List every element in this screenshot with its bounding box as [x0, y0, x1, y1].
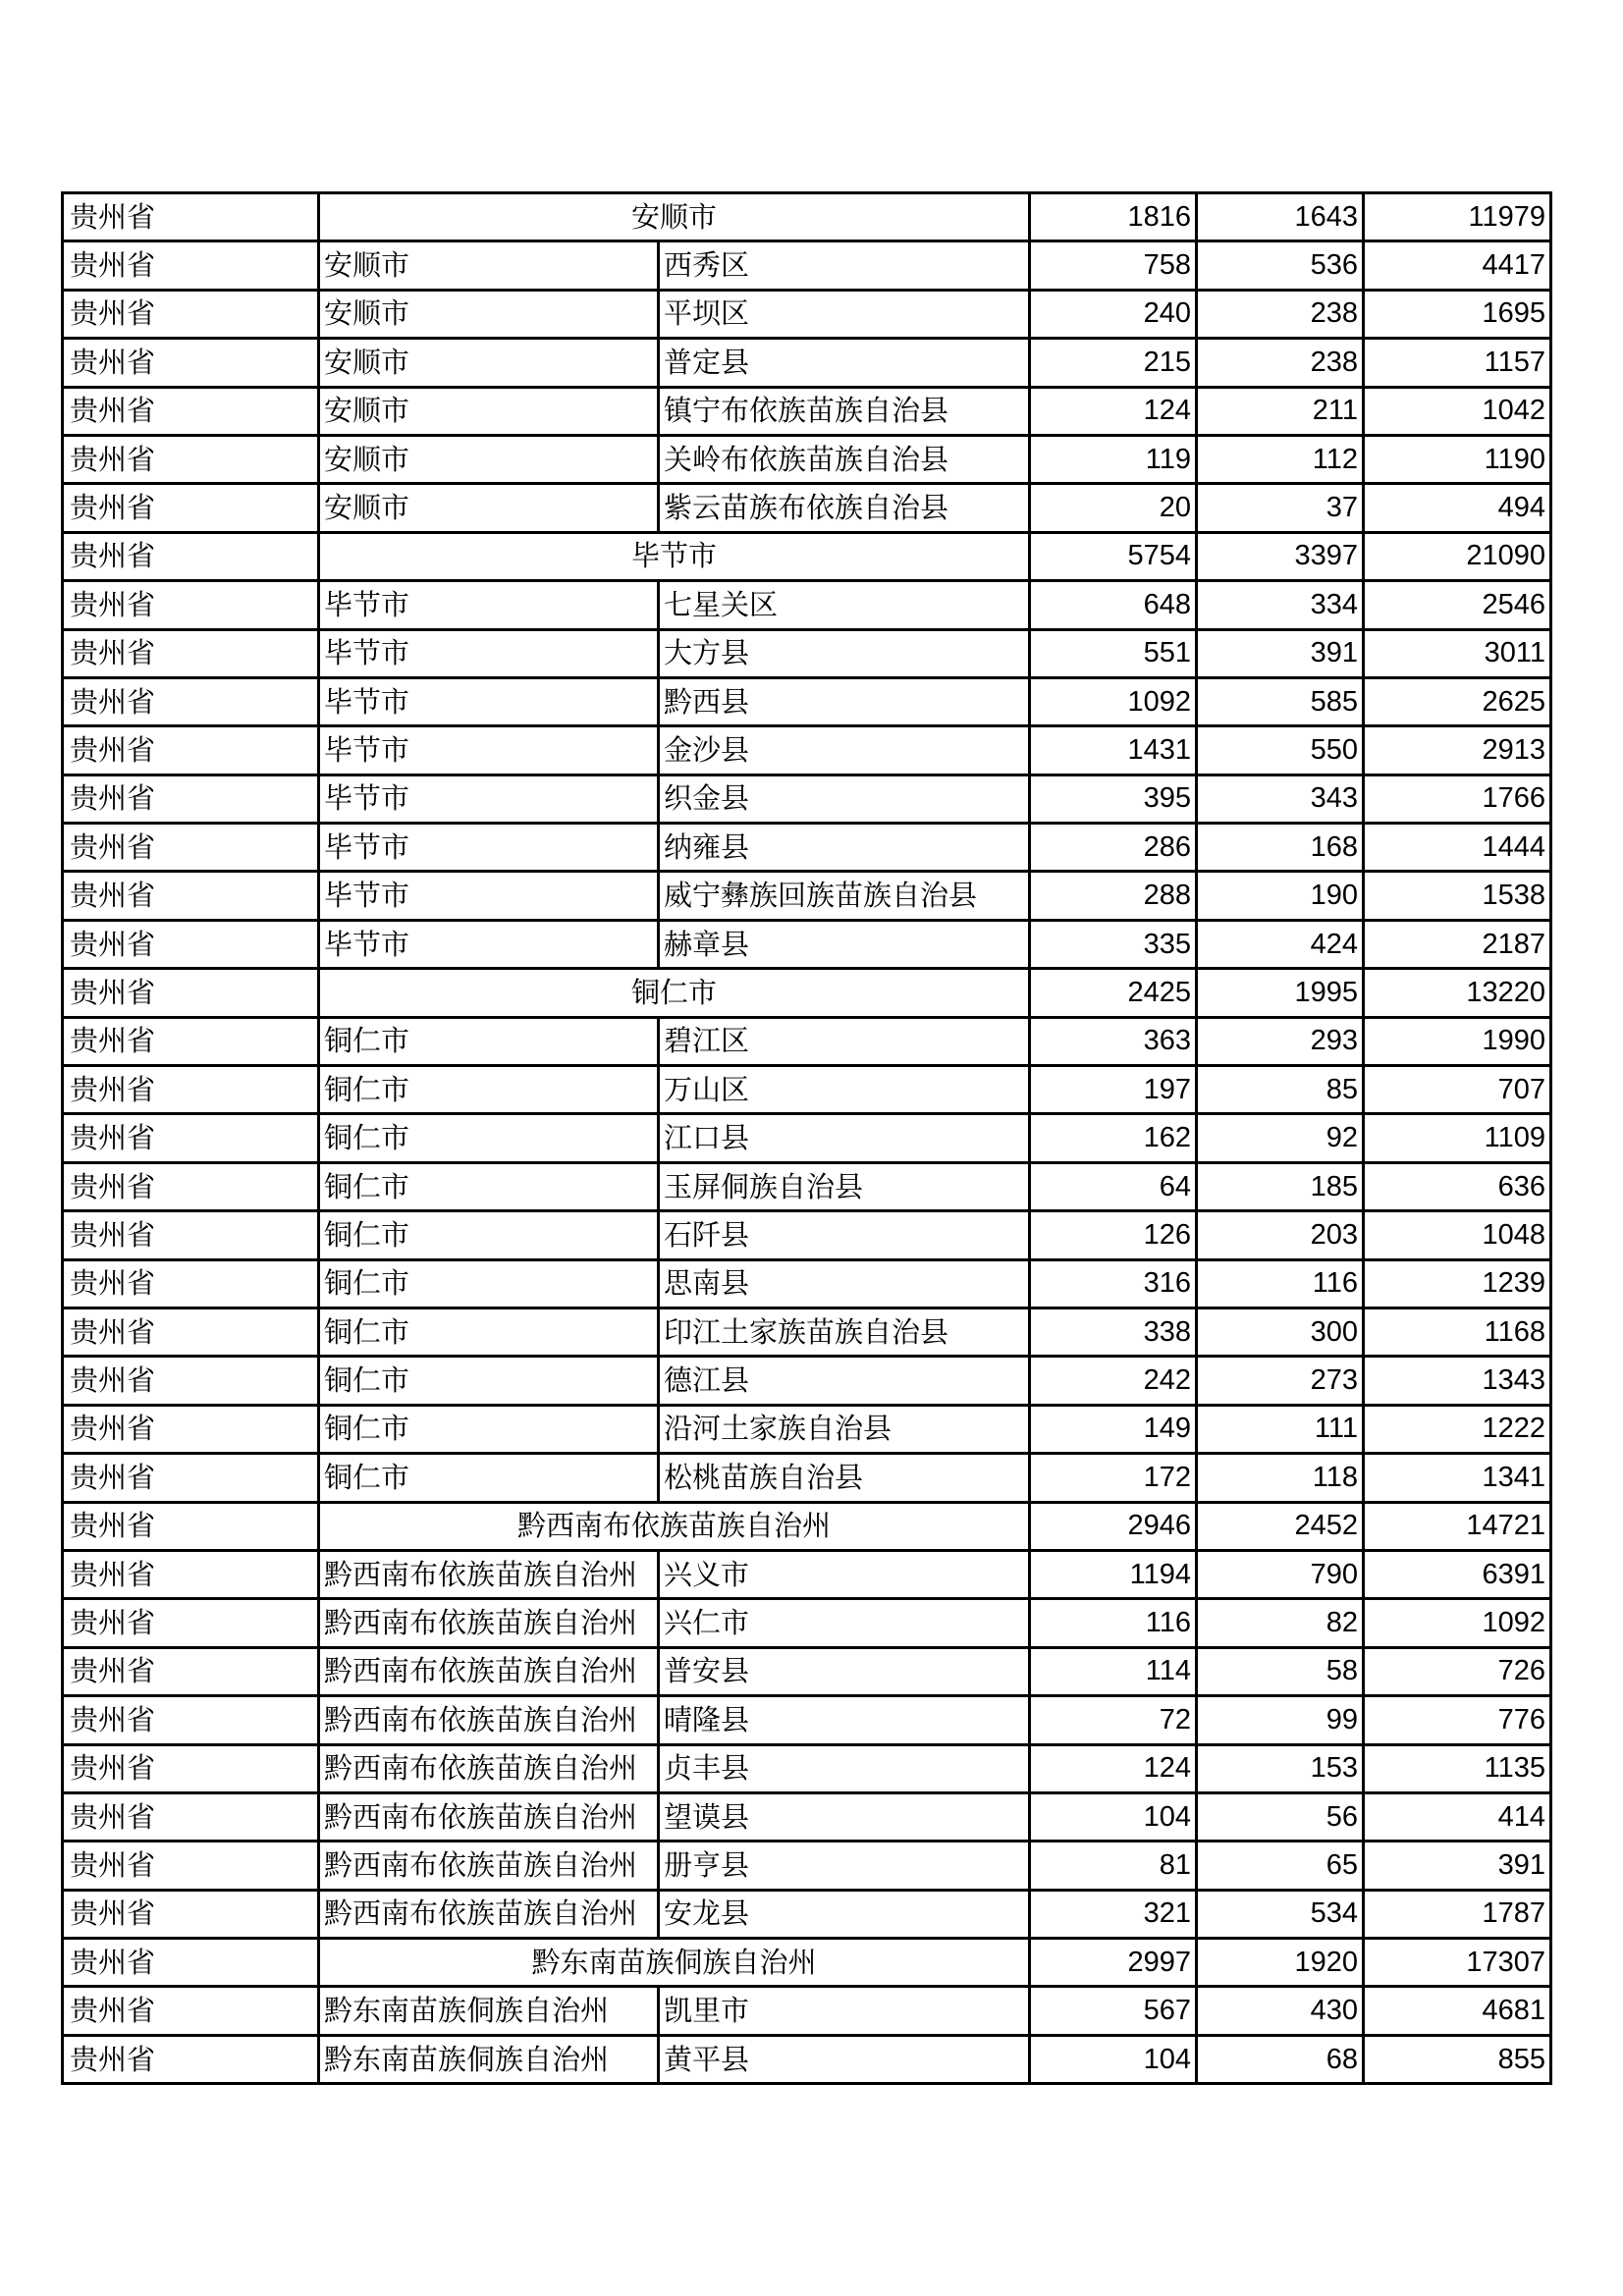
table-row: [63, 1308, 1551, 1356]
county-cell: 德江县: [659, 1357, 1030, 1405]
value-cell-1: 1431: [1030, 726, 1197, 774]
value-cell-2: 1920: [1197, 1939, 1364, 1987]
city-cell: 黔西南布依族苗族自治州: [319, 1550, 659, 1598]
county-cell: 普安县: [659, 1647, 1030, 1695]
table-row: [63, 1066, 1551, 1114]
province-cell: 贵州省: [63, 1647, 319, 1695]
value-cell-1: 64: [1030, 1162, 1197, 1210]
table-row: [63, 1454, 1551, 1502]
value-cell-2: 118: [1197, 1454, 1364, 1502]
value-cell-2: 238: [1197, 339, 1364, 387]
province-cell: 贵州省: [63, 193, 319, 241]
province-cell: 贵州省: [63, 1599, 319, 1647]
province-cell: 贵州省: [63, 1066, 319, 1114]
table-row: [63, 1405, 1551, 1453]
value-cell-1: 104: [1030, 1792, 1197, 1841]
county-cell: 凯里市: [659, 1987, 1030, 2035]
value-cell-3: 1157: [1364, 339, 1551, 387]
county-cell: 玉屏侗族自治县: [659, 1162, 1030, 1210]
value-cell-2: 343: [1197, 774, 1364, 823]
city-cell: 铜仁市: [319, 1454, 659, 1502]
value-cell-3: 1222: [1364, 1405, 1551, 1453]
city-cell: 毕节市: [319, 920, 659, 968]
table-row: [63, 387, 1551, 435]
value-cell-3: 4417: [1364, 241, 1551, 290]
value-cell-3: 4681: [1364, 1987, 1551, 2035]
value-cell-2: 790: [1197, 1550, 1364, 1598]
value-cell-1: 395: [1030, 774, 1197, 823]
province-cell: 贵州省: [63, 1744, 319, 1792]
value-cell-3: 1990: [1364, 1017, 1551, 1065]
province-cell: 贵州省: [63, 435, 319, 483]
city-cell: 铜仁市: [319, 1357, 659, 1405]
city-cell: 毕节市: [319, 824, 659, 872]
province-cell: 贵州省: [63, 1114, 319, 1162]
value-cell-1: 551: [1030, 629, 1197, 677]
value-cell-1: 104: [1030, 2035, 1197, 2083]
value-cell-3: 1168: [1364, 1308, 1551, 1356]
value-cell-3: 1042: [1364, 387, 1551, 435]
county-cell: 金沙县: [659, 726, 1030, 774]
value-cell-2: 85: [1197, 1066, 1364, 1114]
city-subtotal-cell: 毕节市: [319, 532, 1030, 580]
table-row: [63, 1599, 1551, 1647]
value-cell-2: 68: [1197, 2035, 1364, 2083]
table-row: [63, 1017, 1551, 1065]
province-cell: 贵州省: [63, 824, 319, 872]
county-cell: 镇宁布依族苗族自治县: [659, 387, 1030, 435]
value-cell-2: 585: [1197, 677, 1364, 725]
county-cell: 江口县: [659, 1114, 1030, 1162]
county-cell: 印江土家族苗族自治县: [659, 1308, 1030, 1356]
table-row: [63, 1357, 1551, 1405]
county-cell: 晴隆县: [659, 1696, 1030, 1744]
value-cell-3: 1109: [1364, 1114, 1551, 1162]
county-cell: 赫章县: [659, 920, 1030, 968]
value-cell-2: 536: [1197, 241, 1364, 290]
value-cell-1: 116: [1030, 1599, 1197, 1647]
county-cell: 石阡县: [659, 1211, 1030, 1259]
value-cell-3: 1239: [1364, 1259, 1551, 1308]
city-cell: 铜仁市: [319, 1405, 659, 1453]
county-cell: 大方县: [659, 629, 1030, 677]
value-cell-3: 14721: [1364, 1502, 1551, 1550]
value-cell-3: 13220: [1364, 969, 1551, 1017]
city-cell: 黔西南布依族苗族自治州: [319, 1599, 659, 1647]
value-cell-1: 321: [1030, 1890, 1197, 1938]
province-cell: 贵州省: [63, 774, 319, 823]
value-cell-2: 211: [1197, 387, 1364, 435]
value-cell-1: 286: [1030, 824, 1197, 872]
value-cell-2: 2452: [1197, 1502, 1364, 1550]
value-cell-1: 124: [1030, 1744, 1197, 1792]
value-cell-1: 335: [1030, 920, 1197, 968]
province-cell: 贵州省: [63, 1890, 319, 1938]
county-cell: 黄平县: [659, 2035, 1030, 2083]
value-cell-2: 37: [1197, 484, 1364, 532]
county-cell: 册亨县: [659, 1842, 1030, 1890]
value-cell-2: 99: [1197, 1696, 1364, 1744]
province-cell: 贵州省: [63, 1550, 319, 1598]
value-cell-3: 855: [1364, 2035, 1551, 2083]
table-row: [63, 1211, 1551, 1259]
province-cell: 贵州省: [63, 581, 319, 629]
province-cell: 贵州省: [63, 726, 319, 774]
value-cell-1: 316: [1030, 1259, 1197, 1308]
table-row: [63, 1744, 1551, 1792]
table-row: [63, 1939, 1551, 1987]
table-row: [63, 677, 1551, 725]
city-cell: 黔西南布依族苗族自治州: [319, 1890, 659, 1938]
value-cell-2: 58: [1197, 1647, 1364, 1695]
table-row: [63, 1842, 1551, 1890]
province-cell: 贵州省: [63, 339, 319, 387]
value-cell-1: 20: [1030, 484, 1197, 532]
value-cell-1: 215: [1030, 339, 1197, 387]
city-cell: 安顺市: [319, 435, 659, 483]
value-cell-1: 119: [1030, 435, 1197, 483]
city-cell: 毕节市: [319, 677, 659, 725]
table-row: [63, 1792, 1551, 1841]
value-cell-1: 72: [1030, 1696, 1197, 1744]
table-row: [63, 2035, 1551, 2083]
table-row: [63, 193, 1551, 241]
value-cell-3: 1444: [1364, 824, 1551, 872]
province-cell: 贵州省: [63, 677, 319, 725]
city-subtotal-cell: 安顺市: [319, 193, 1030, 241]
value-cell-1: 114: [1030, 1647, 1197, 1695]
county-cell: 万山区: [659, 1066, 1030, 1114]
county-cell: 松桃苗族自治县: [659, 1454, 1030, 1502]
data-table: [61, 191, 1552, 2085]
city-cell: 铜仁市: [319, 1066, 659, 1114]
value-cell-3: 11979: [1364, 193, 1551, 241]
table-row: [63, 1696, 1551, 1744]
value-cell-3: 2187: [1364, 920, 1551, 968]
province-cell: 贵州省: [63, 1842, 319, 1890]
table-row: [63, 339, 1551, 387]
province-cell: 贵州省: [63, 484, 319, 532]
province-cell: 贵州省: [63, 290, 319, 338]
city-cell: 黔东南苗族侗族自治州: [319, 1987, 659, 2035]
value-cell-1: 288: [1030, 872, 1197, 920]
county-cell: 关岭布依族苗族自治县: [659, 435, 1030, 483]
city-subtotal-cell: 黔西南布依族苗族自治州: [319, 1502, 1030, 1550]
table-row: [63, 1647, 1551, 1695]
province-cell: 贵州省: [63, 1211, 319, 1259]
value-cell-1: 81: [1030, 1842, 1197, 1890]
county-cell: 紫云苗族布依族自治县: [659, 484, 1030, 532]
province-cell: 贵州省: [63, 1792, 319, 1841]
table-row: [63, 1987, 1551, 2035]
table-row: [63, 1550, 1551, 1598]
table-row: [63, 1114, 1551, 1162]
county-cell: 思南县: [659, 1259, 1030, 1308]
value-cell-2: 203: [1197, 1211, 1364, 1259]
province-cell: 贵州省: [63, 1939, 319, 1987]
value-cell-3: 1092: [1364, 1599, 1551, 1647]
table-row: [63, 920, 1551, 968]
value-cell-2: 273: [1197, 1357, 1364, 1405]
value-cell-3: 1343: [1364, 1357, 1551, 1405]
value-cell-3: 2546: [1364, 581, 1551, 629]
value-cell-3: 391: [1364, 1842, 1551, 1890]
table-row: [63, 774, 1551, 823]
city-cell: 铜仁市: [319, 1308, 659, 1356]
value-cell-3: 2913: [1364, 726, 1551, 774]
value-cell-3: 707: [1364, 1066, 1551, 1114]
value-cell-2: 65: [1197, 1842, 1364, 1890]
province-cell: 贵州省: [63, 1357, 319, 1405]
table-row: [63, 726, 1551, 774]
city-cell: 安顺市: [319, 387, 659, 435]
value-cell-3: 6391: [1364, 1550, 1551, 1598]
value-cell-3: 726: [1364, 1647, 1551, 1695]
county-cell: 贞丰县: [659, 1744, 1030, 1792]
province-cell: 贵州省: [63, 1502, 319, 1550]
value-cell-2: 92: [1197, 1114, 1364, 1162]
table-row: [63, 872, 1551, 920]
value-cell-3: 1787: [1364, 1890, 1551, 1938]
value-cell-1: 567: [1030, 1987, 1197, 2035]
county-cell: 西秀区: [659, 241, 1030, 290]
value-cell-1: 338: [1030, 1308, 1197, 1356]
county-cell: 兴义市: [659, 1550, 1030, 1598]
city-cell: 毕节市: [319, 774, 659, 823]
value-cell-3: 21090: [1364, 532, 1551, 580]
value-cell-2: 238: [1197, 290, 1364, 338]
table-row: [63, 1502, 1551, 1550]
table-row: [63, 532, 1551, 580]
table-row: [63, 1890, 1551, 1938]
province-cell: 贵州省: [63, 920, 319, 968]
value-cell-2: 3397: [1197, 532, 1364, 580]
value-cell-2: 56: [1197, 1792, 1364, 1841]
city-cell: 铜仁市: [319, 1211, 659, 1259]
value-cell-2: 82: [1197, 1599, 1364, 1647]
value-cell-3: 1538: [1364, 872, 1551, 920]
province-cell: 贵州省: [63, 387, 319, 435]
value-cell-2: 111: [1197, 1405, 1364, 1453]
city-cell: 安顺市: [319, 339, 659, 387]
city-cell: 黔西南布依族苗族自治州: [319, 1842, 659, 1890]
value-cell-1: 2997: [1030, 1939, 1197, 1987]
table-row: [63, 581, 1551, 629]
value-cell-1: 1194: [1030, 1550, 1197, 1598]
city-cell: 黔西南布依族苗族自治州: [319, 1744, 659, 1792]
city-cell: 毕节市: [319, 872, 659, 920]
value-cell-1: 126: [1030, 1211, 1197, 1259]
table-row: [63, 1259, 1551, 1308]
province-cell: 贵州省: [63, 2035, 319, 2083]
province-cell: 贵州省: [63, 1162, 319, 1210]
value-cell-3: 1135: [1364, 1744, 1551, 1792]
value-cell-2: 293: [1197, 1017, 1364, 1065]
county-cell: 威宁彝族回族苗族自治县: [659, 872, 1030, 920]
province-cell: 贵州省: [63, 969, 319, 1017]
value-cell-1: 2425: [1030, 969, 1197, 1017]
county-cell: 安龙县: [659, 1890, 1030, 1938]
city-cell: 毕节市: [319, 629, 659, 677]
county-cell: 望谟县: [659, 1792, 1030, 1841]
county-cell: 碧江区: [659, 1017, 1030, 1065]
value-cell-1: 648: [1030, 581, 1197, 629]
value-cell-1: 240: [1030, 290, 1197, 338]
city-subtotal-cell: 黔东南苗族侗族自治州: [319, 1939, 1030, 1987]
value-cell-3: 494: [1364, 484, 1551, 532]
province-cell: 贵州省: [63, 1454, 319, 1502]
value-cell-1: 162: [1030, 1114, 1197, 1162]
value-cell-1: 172: [1030, 1454, 1197, 1502]
city-cell: 铜仁市: [319, 1162, 659, 1210]
table-row: [63, 629, 1551, 677]
value-cell-2: 1643: [1197, 193, 1364, 241]
value-cell-2: 391: [1197, 629, 1364, 677]
value-cell-3: 1190: [1364, 435, 1551, 483]
province-cell: 贵州省: [63, 1017, 319, 1065]
table-row: [63, 484, 1551, 532]
value-cell-3: 1695: [1364, 290, 1551, 338]
value-cell-3: 3011: [1364, 629, 1551, 677]
value-cell-3: 2625: [1364, 677, 1551, 725]
value-cell-2: 190: [1197, 872, 1364, 920]
county-cell: 普定县: [659, 339, 1030, 387]
city-cell: 安顺市: [319, 290, 659, 338]
province-cell: 贵州省: [63, 872, 319, 920]
value-cell-1: 2946: [1030, 1502, 1197, 1550]
table-row: [63, 290, 1551, 338]
city-cell: 黔东南苗族侗族自治州: [319, 2035, 659, 2083]
table-row: [63, 1162, 1551, 1210]
value-cell-1: 1092: [1030, 677, 1197, 725]
value-cell-1: 242: [1030, 1357, 1197, 1405]
value-cell-3: 414: [1364, 1792, 1551, 1841]
value-cell-2: 112: [1197, 435, 1364, 483]
county-cell: 兴仁市: [659, 1599, 1030, 1647]
value-cell-2: 534: [1197, 1890, 1364, 1938]
value-cell-1: 758: [1030, 241, 1197, 290]
province-cell: 贵州省: [63, 1987, 319, 2035]
value-cell-1: 149: [1030, 1405, 1197, 1453]
table-body: [63, 193, 1551, 2084]
table-row: [63, 969, 1551, 1017]
province-cell: 贵州省: [63, 1308, 319, 1356]
value-cell-2: 185: [1197, 1162, 1364, 1210]
province-cell: 贵州省: [63, 1405, 319, 1453]
value-cell-2: 424: [1197, 920, 1364, 968]
value-cell-1: 197: [1030, 1066, 1197, 1114]
county-cell: 平坝区: [659, 290, 1030, 338]
province-cell: 贵州省: [63, 1259, 319, 1308]
city-cell: 毕节市: [319, 581, 659, 629]
city-cell: 铜仁市: [319, 1259, 659, 1308]
county-cell: 黔西县: [659, 677, 1030, 725]
value-cell-2: 1995: [1197, 969, 1364, 1017]
value-cell-2: 116: [1197, 1259, 1364, 1308]
province-cell: 贵州省: [63, 1696, 319, 1744]
city-cell: 黔西南布依族苗族自治州: [319, 1647, 659, 1695]
value-cell-1: 5754: [1030, 532, 1197, 580]
value-cell-1: 124: [1030, 387, 1197, 435]
value-cell-1: 363: [1030, 1017, 1197, 1065]
city-cell: 铜仁市: [319, 1017, 659, 1065]
value-cell-1: 1816: [1030, 193, 1197, 241]
value-cell-2: 430: [1197, 1987, 1364, 2035]
value-cell-3: 1341: [1364, 1454, 1551, 1502]
value-cell-2: 168: [1197, 824, 1364, 872]
city-cell: 安顺市: [319, 241, 659, 290]
table-row: [63, 241, 1551, 290]
city-cell: 安顺市: [319, 484, 659, 532]
city-subtotal-cell: 铜仁市: [319, 969, 1030, 1017]
city-cell: 黔西南布依族苗族自治州: [319, 1792, 659, 1841]
value-cell-3: 1766: [1364, 774, 1551, 823]
county-cell: 纳雍县: [659, 824, 1030, 872]
table-row: [63, 435, 1551, 483]
province-cell: 贵州省: [63, 629, 319, 677]
value-cell-2: 550: [1197, 726, 1364, 774]
value-cell-3: 1048: [1364, 1211, 1551, 1259]
province-cell: 贵州省: [63, 241, 319, 290]
value-cell-2: 334: [1197, 581, 1364, 629]
county-cell: 织金县: [659, 774, 1030, 823]
value-cell-2: 153: [1197, 1744, 1364, 1792]
county-cell: 七星关区: [659, 581, 1030, 629]
province-cell: 贵州省: [63, 532, 319, 580]
value-cell-3: 17307: [1364, 1939, 1551, 1987]
table-row: [63, 824, 1551, 872]
value-cell-3: 636: [1364, 1162, 1551, 1210]
city-cell: 铜仁市: [319, 1114, 659, 1162]
value-cell-3: 776: [1364, 1696, 1551, 1744]
value-cell-2: 300: [1197, 1308, 1364, 1356]
city-cell: 毕节市: [319, 726, 659, 774]
city-cell: 黔西南布依族苗族自治州: [319, 1696, 659, 1744]
county-cell: 沿河土家族自治县: [659, 1405, 1030, 1453]
